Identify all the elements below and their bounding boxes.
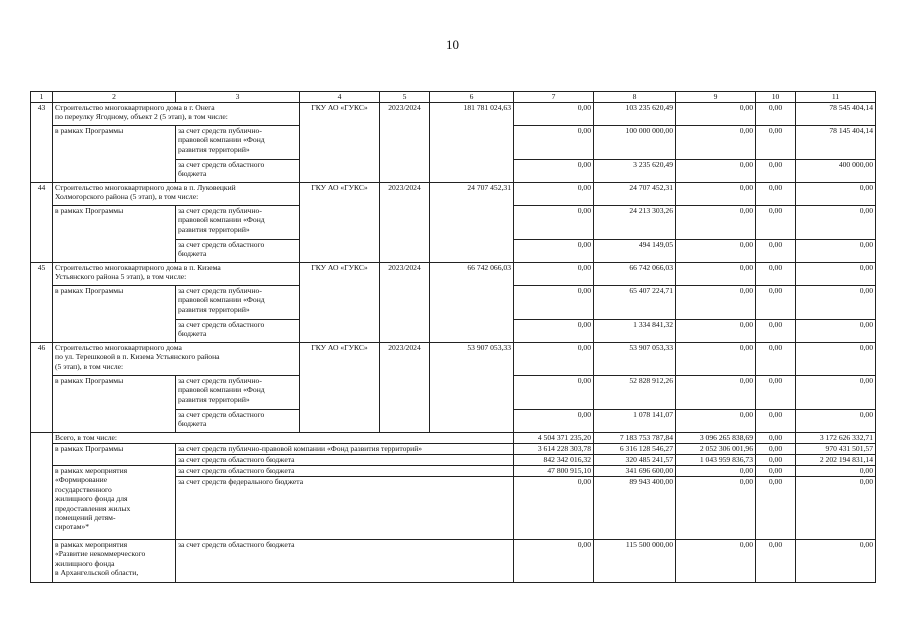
event2-regional-col10: 0,00 (756, 540, 796, 583)
summary-regional-label: за счет средств областного бюджета (176, 455, 514, 466)
summary-regional-col10: 0,00 (756, 455, 796, 466)
regional-col10: 0,00 (756, 320, 796, 343)
table-row (31, 183, 876, 206)
event2-regional-col7: 0,00 (514, 540, 594, 583)
regional-col11: 0,00 (796, 240, 876, 263)
fund-col8: 24 213 303,26 (594, 206, 676, 240)
object-total-col10: 0,00 (756, 263, 796, 286)
event1-regional-col11: 0,00 (796, 466, 876, 477)
fund-label: за счет средств публично- правовой компании «Фонд развития территорий» (176, 286, 300, 320)
object-customer: ГКУ АО «ГУКС» (300, 103, 380, 183)
object-period: 2023/2024 (380, 183, 430, 263)
fund-col9: 0,00 (676, 286, 756, 320)
event2-regional-col11: 0,00 (796, 540, 876, 583)
object-total-col9: 0,00 (676, 183, 756, 206)
header-row (31, 92, 876, 103)
object-total-col11: 0,00 (796, 263, 876, 286)
fund-col8: 100 000 000,00 (594, 126, 676, 160)
regional-col10: 0,00 (756, 410, 796, 433)
regional-col9: 0,00 (676, 240, 756, 263)
object-customer: ГКУ АО «ГУКС» (300, 343, 380, 433)
event1-federal-col11: 0,00 (796, 477, 876, 540)
object-total-col7: 0,00 (514, 183, 594, 206)
header-cell-7: 7 (514, 92, 594, 103)
header-cell-1: 1 (31, 92, 53, 103)
fund-label: за счет средств публично- правовой компании «Фонд развития территорий» (176, 206, 300, 240)
summary-fund-col7: 3 614 228 303,78 (514, 444, 594, 455)
event2-regional-label: за счет средств областного бюджета (176, 540, 514, 583)
summary-regional-col8: 320 485 241,57 (594, 455, 676, 466)
fund-col7: 0,00 (514, 376, 594, 410)
regional-label: за счет средств областного бюджета (176, 160, 300, 183)
summary-fund-col8: 6 316 128 546,27 (594, 444, 676, 455)
event2-regional-row (31, 540, 876, 583)
regional-col11: 0,00 (796, 320, 876, 343)
regional-col10: 0,00 (756, 240, 796, 263)
table-row (31, 103, 876, 126)
regional-col8: 1 078 141,07 (594, 410, 676, 433)
event2-regional-col8: 115 500 000,00 (594, 540, 676, 583)
object-customer: ГКУ АО «ГУКС» (300, 183, 380, 263)
table-row (31, 343, 876, 376)
regional-col9: 0,00 (676, 320, 756, 343)
object-total-col11: 0,00 (796, 343, 876, 376)
object-period: 2023/2024 (380, 103, 430, 183)
object-total-col9: 0,00 (676, 343, 756, 376)
object-cost: 24 707 452,31 (430, 183, 514, 263)
fund-col11: 0,00 (796, 206, 876, 240)
object-cost: 181 781 024,63 (430, 103, 514, 183)
object-total-col11: 78 545 404,14 (796, 103, 876, 126)
fund-col7: 0,00 (514, 126, 594, 160)
summary-total-col10: 0,00 (756, 433, 796, 444)
summary-fund-col11: 970 431 501,57 (796, 444, 876, 455)
event1-federal-label: за счет средств федерального бюджета (176, 477, 514, 540)
regional-col10: 0,00 (756, 160, 796, 183)
object-total-col8: 103 235 620,49 (594, 103, 676, 126)
regional-col11: 0,00 (796, 410, 876, 433)
fund-label: за счет средств публично- правовой компании «Фонд развития территорий» (176, 376, 300, 410)
regional-label: за счет средств областного бюджета (176, 410, 300, 433)
summary-fund-col9: 2 052 306 001,96 (676, 444, 756, 455)
fund-col7: 0,00 (514, 206, 594, 240)
object-total-col11: 0,00 (796, 183, 876, 206)
financing-table (30, 91, 876, 583)
event1-regional-col9: 0,00 (676, 466, 756, 477)
object-total-col7: 0,00 (514, 343, 594, 376)
event1-federal-col10: 0,00 (756, 477, 796, 540)
object-total-col10: 0,00 (756, 103, 796, 126)
regional-label: за счет средств областного бюджета (176, 240, 300, 263)
object-total-col7: 0,00 (514, 263, 594, 286)
fund-col8: 65 407 224,71 (594, 286, 676, 320)
fund-label: за счет средств публично- правовой компании «Фонд развития территорий» (176, 126, 300, 160)
object-title: Строительство многоквартирного дома в п. Луковецкий Холмогорского района (5 этап), в том числе: (53, 183, 300, 206)
object-title: Строительство многоквартирного дома по ул. Терешковой в п. Кизема Устьянского района (5 этап), в том числе: (53, 343, 300, 376)
regional-col7: 0,00 (514, 320, 594, 343)
summary-fund-label: за счет средств публично-правовой компании «Фонд развития территорий» (176, 444, 514, 455)
summary-program-label: в рамках Программы (53, 444, 176, 466)
event1-regional-row (31, 466, 876, 477)
summary-total-row (31, 433, 876, 444)
fund-col7: 0,00 (514, 286, 594, 320)
event1-federal-col9: 0,00 (676, 477, 756, 540)
object-total-col8: 53 907 053,33 (594, 343, 676, 376)
fund-col10: 0,00 (756, 206, 796, 240)
event1-federal-col7: 0,00 (514, 477, 594, 540)
fund-col10: 0,00 (756, 126, 796, 160)
event1-label: в рамках мероприятия «Формирование государственного жилищного фонда для предоставления жилых помещений детям- сиротам»* (53, 466, 176, 540)
summary-total-col9: 3 096 265 838,69 (676, 433, 756, 444)
summary-total-label: Всего, в том числе: (53, 433, 514, 444)
header-cell-3: 3 (176, 92, 300, 103)
summary-total-col7: 4 504 371 235,20 (514, 433, 594, 444)
event2-regional-col9: 0,00 (676, 540, 756, 583)
header-cell-6: 6 (430, 92, 514, 103)
fund-col8: 52 828 912,26 (594, 376, 676, 410)
header-cell-2: 2 (53, 92, 176, 103)
fund-col10: 0,00 (756, 376, 796, 410)
object-number: 43 (31, 103, 53, 183)
header-cell-11: 11 (796, 92, 876, 103)
regional-col8: 3 235 620,49 (594, 160, 676, 183)
object-title: Строительство многоквартирного дома в г. Онега по переулку Ягодному, объект 2 (5 этап), в том числе: (53, 103, 300, 126)
object-total-col10: 0,00 (756, 183, 796, 206)
summary-fund-row (31, 444, 876, 455)
summary-fund-col10: 0,00 (756, 444, 796, 455)
object-customer: ГКУ АО «ГУКС» (300, 263, 380, 343)
object-total-col8: 66 742 066,03 (594, 263, 676, 286)
event1-regional-label: за счет средств областного бюджета (176, 466, 514, 477)
fund-col9: 0,00 (676, 126, 756, 160)
summary-total-col8: 7 183 753 787,84 (594, 433, 676, 444)
object-period: 2023/2024 (380, 263, 430, 343)
page-number: 10 (446, 37, 459, 52)
object-number: 46 (31, 343, 53, 433)
object-total-col9: 0,00 (676, 263, 756, 286)
header-cell-4: 4 (300, 92, 380, 103)
object-cost: 53 907 053,33 (430, 343, 514, 433)
event2-label: в рамках мероприятия «Развитие некоммерческого жилищного фонда в Архангельской области, (53, 540, 176, 583)
regional-col9: 0,00 (676, 410, 756, 433)
event1-regional-col7: 47 800 915,10 (514, 466, 594, 477)
fund-col10: 0,00 (756, 286, 796, 320)
object-total-col8: 24 707 452,31 (594, 183, 676, 206)
table-row (31, 263, 876, 286)
program-label: в рамках Программы (53, 286, 176, 343)
fund-col11: 0,00 (796, 286, 876, 320)
fund-col11: 0,00 (796, 376, 876, 410)
object-title: Строительство многоквартирного дома в п. Кизема Устьянского района 5 этап), в том числе: (53, 263, 300, 286)
header-cell-10: 10 (756, 92, 796, 103)
object-cost: 66 742 066,03 (430, 263, 514, 343)
fund-col11: 78 145 404,14 (796, 126, 876, 160)
header-cell-5: 5 (380, 92, 430, 103)
regional-col7: 0,00 (514, 240, 594, 263)
summary-regional-col11: 2 202 194 831,14 (796, 455, 876, 466)
event1-federal-col8: 89 943 400,00 (594, 477, 676, 540)
event1-regional-col10: 0,00 (756, 466, 796, 477)
regional-col8: 494 149,05 (594, 240, 676, 263)
regional-col8: 1 334 841,32 (594, 320, 676, 343)
summary-total-col11: 3 172 626 332,71 (796, 433, 876, 444)
header-cell-9: 9 (676, 92, 756, 103)
program-label: в рамках Программы (53, 376, 176, 433)
fund-col9: 0,00 (676, 206, 756, 240)
summary-blank (31, 433, 53, 583)
object-total-col7: 0,00 (514, 103, 594, 126)
regional-col7: 0,00 (514, 410, 594, 433)
fund-col9: 0,00 (676, 376, 756, 410)
regional-label: за счет средств областного бюджета (176, 320, 300, 343)
program-label: в рамках Программы (53, 126, 176, 183)
object-total-col10: 0,00 (756, 343, 796, 376)
program-label: в рамках Программы (53, 206, 176, 263)
header-cell-8: 8 (594, 92, 676, 103)
object-number: 45 (31, 263, 53, 343)
regional-col9: 0,00 (676, 160, 756, 183)
event1-regional-col8: 341 696 600,00 (594, 466, 676, 477)
object-number: 44 (31, 183, 53, 263)
object-total-col9: 0,00 (676, 103, 756, 126)
regional-col7: 0,00 (514, 160, 594, 183)
summary-regional-col7: 842 342 016,32 (514, 455, 594, 466)
regional-col11: 400 000,00 (796, 160, 876, 183)
object-period: 2023/2024 (380, 343, 430, 433)
summary-regional-col9: 1 043 959 836,73 (676, 455, 756, 466)
